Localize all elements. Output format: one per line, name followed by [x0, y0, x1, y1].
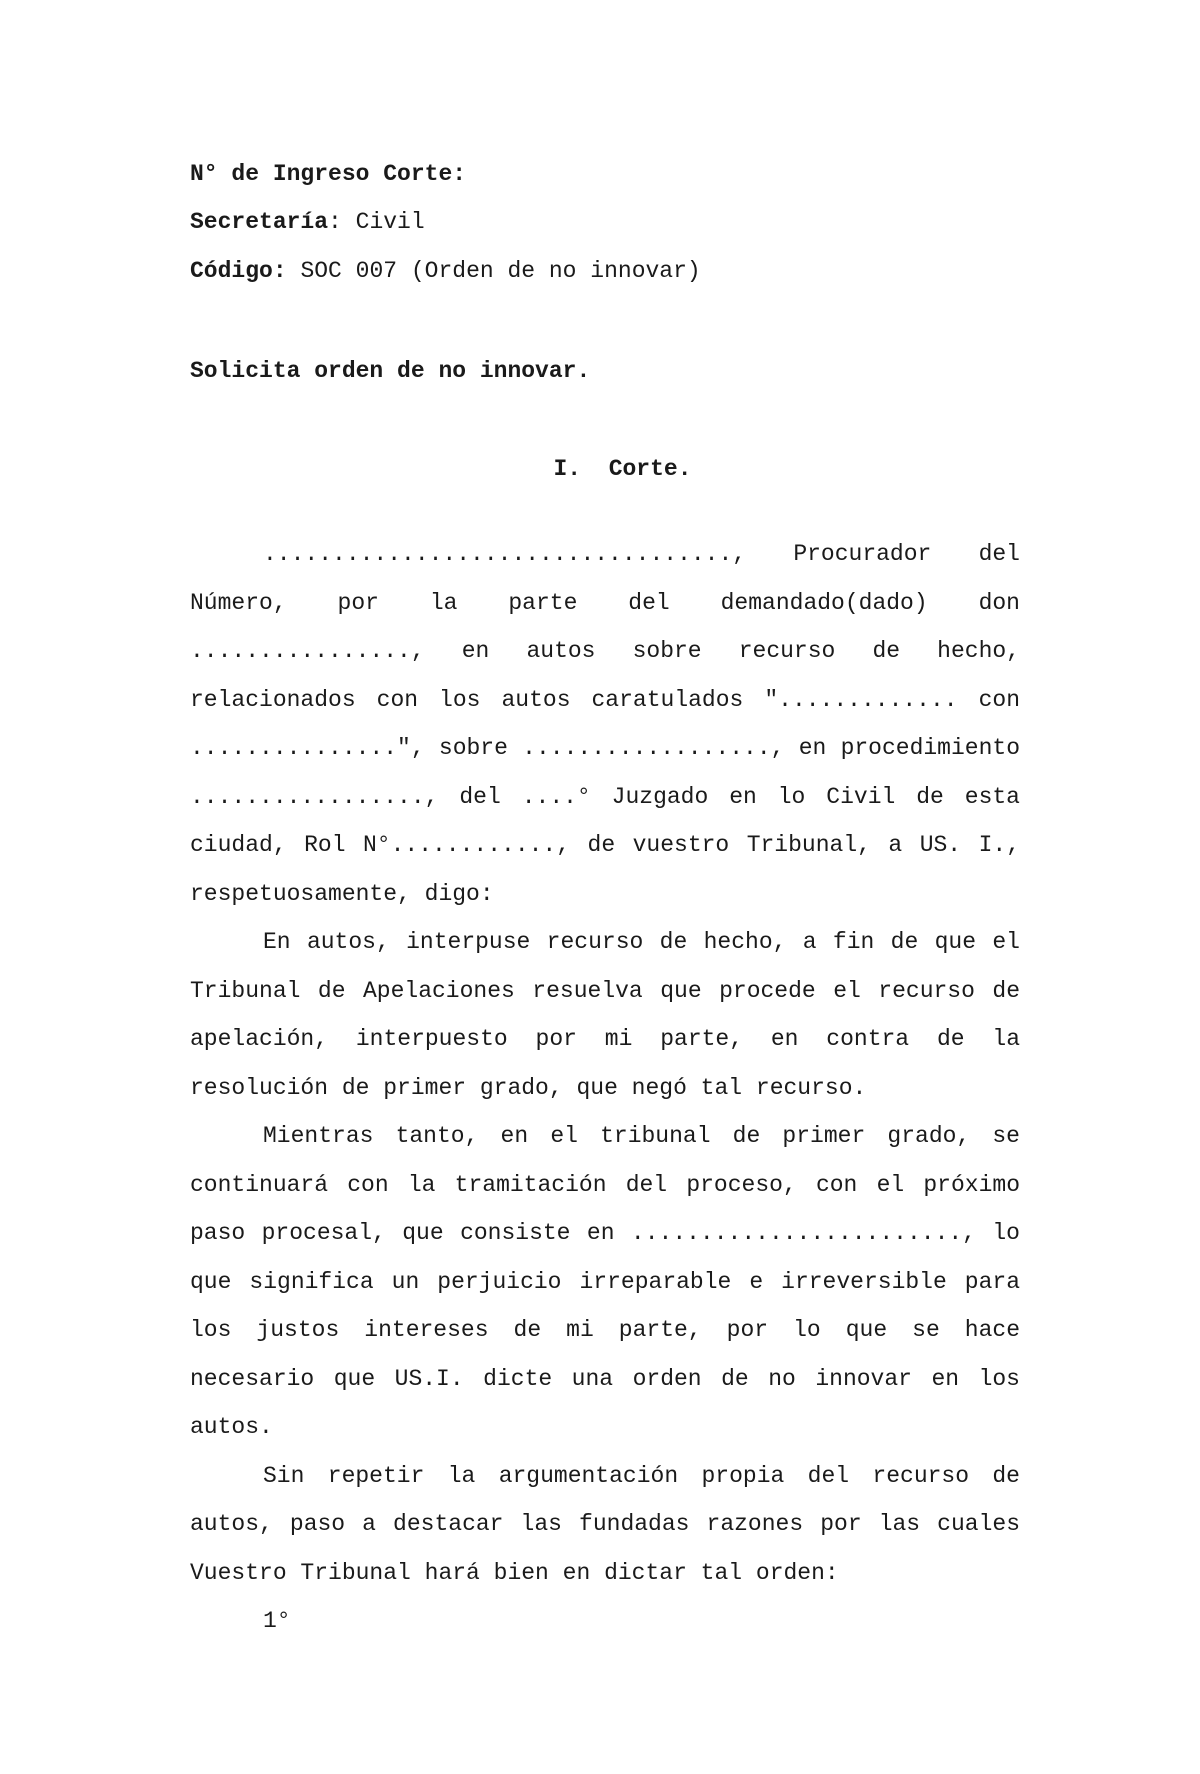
paragraph-recurso: En autos, interpuse recurso de hecho, a fin de que el Tribunal de Apelaciones resuelva que procede el recurso de apelación, interpuesto por mi parte, en contra de la resolución de primer grado, que negó tal recurso.: [190, 929, 1020, 1101]
secretaria-value: Civil: [355, 209, 425, 235]
secretaria-colon: :: [328, 209, 356, 235]
secretaria-label: Secretaría: [190, 209, 329, 235]
ingreso-colon: :: [452, 161, 467, 187]
ingreso-line: [190, 160, 466, 188]
section-title: I. Corte.: [553, 456, 692, 482]
paragraph-perjuicio: Mientras tanto, en el tribunal de primer grado, se continuará con la tramitación del proceso, con el próximo paso procesal, que consiste en ........................, lo que significa un perjuicio irreparable e irreversible para los justos intereses de mi parte, por lo que se hace necesario que US.I. dicte una orden de no innovar en los autos.: [190, 1123, 1020, 1440]
ingreso-label: N° de Ingreso Corte: [190, 161, 453, 187]
document-body: [190, 530, 1020, 1646]
codigo-line: [190, 257, 701, 285]
paragraph-enumeration: 1°: [263, 1608, 291, 1634]
codigo-value: SOC 007 (Orden de no innovar): [300, 258, 701, 284]
paragraph-intro: .................................., Procurador del Número, por la parte del demandado(dado) don ................, en autos sobre recurso de hecho, relacionados con los autos caratulados "............. con ...............", sobre .................., en procedimiento ................., del ....° Juzgado en lo Civil de esta ciudad, Rol N°............, de vuestro Tribunal, a US. I., respetuosamente, digo:: [190, 541, 1020, 907]
request-title: Solicita orden de no innovar.: [190, 358, 591, 384]
secretaria-line: [190, 208, 425, 236]
codigo-colon: :: [272, 258, 301, 284]
paragraph-razones: Sin repetir la argumentación propia del recurso de autos, paso a destacar las fundadas razones por las cuales Vuestro Tribunal hará bien en dictar tal orden:: [190, 1462, 1020, 1586]
codigo-label: Código: [190, 258, 273, 284]
